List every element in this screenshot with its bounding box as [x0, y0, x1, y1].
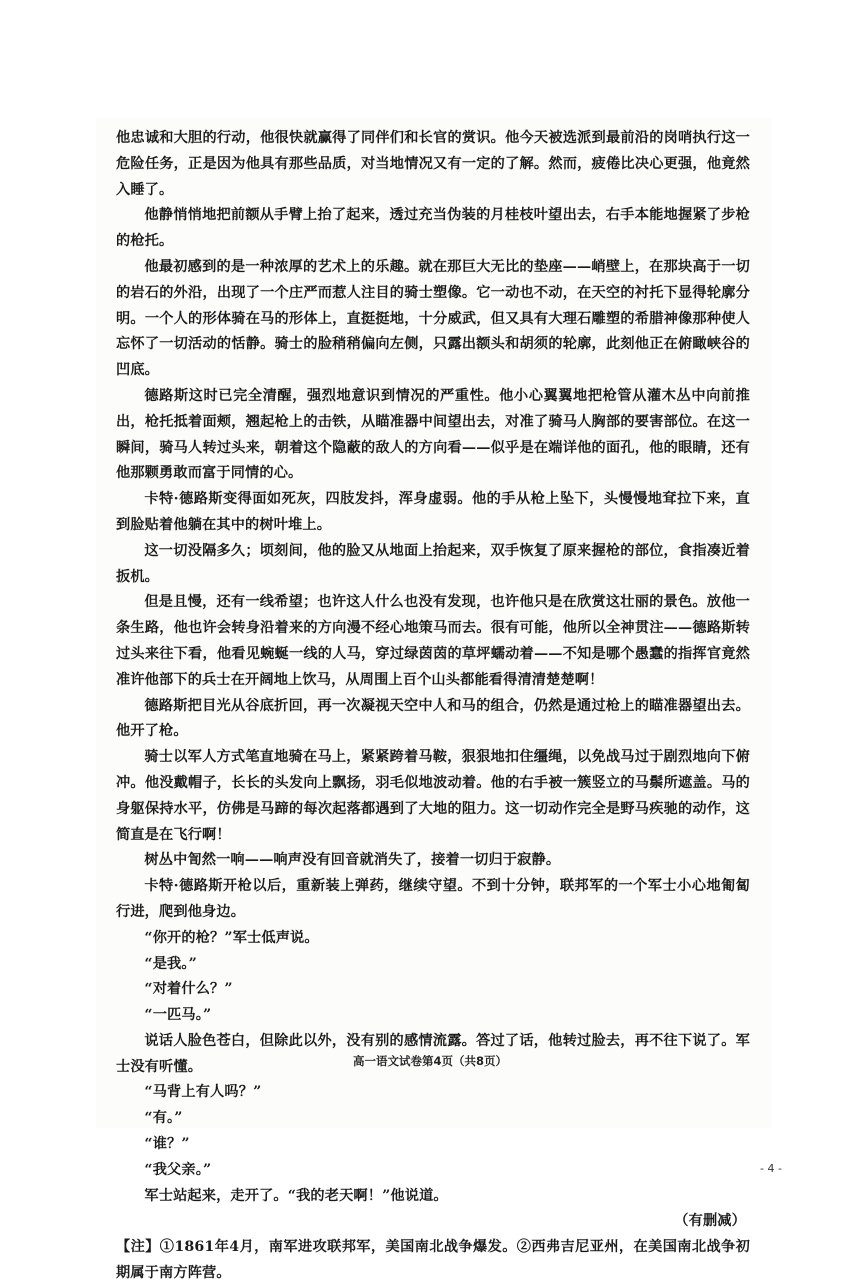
paragraph: 这一切没隔多久；顷刻间，他的脸又从地面上抬起来，双手恢复了原来握枪的部位，食指凑近着扳机。	[116, 542, 750, 585]
paragraph: 他静悄悄地把前额从手臂上抬了起来，透过充当伪装的月桂枝叶望出去，右手本能地握紧了步枪的枪托。	[116, 207, 750, 250]
paragraph: 他最初感到的是一种浓厚的艺术上的乐趣。就在那巨大无比的垫座——峭壁上，在那块高于一切的岩石的外沿，出现了一个庄严而惹人注目的骑士塑像。它一动也不动，在天空的衬托下显得轮廓分明。一个人的形体骑在马的形体上，直挺挺地，十分威武，但又具有大理石雕塑的希腊神像那种使人忘怀了一切活动的恬静。骑士的脸稍稍偏向左侧，只露出额头和胡须的轮廓，此刻他正在俯瞰峡谷的凹底。	[116, 258, 750, 379]
dialogue-line: “一匹马。”	[144, 1007, 212, 1024]
page-number: - 4 -	[760, 1162, 782, 1175]
paragraph: 卡特·德路斯变得面如死灰，四肢发抖，浑身虚弱。他的手从枪上坠下，头慢慢地耷拉下来，直到脸贴着他躺在其中的树叶堆上。	[116, 491, 750, 533]
dialogue-line: “是我。”	[144, 955, 197, 972]
paragraph: 但是且慢，还有一线希望；也许这人什么也没有发现，也许他只是在欣赏这壮丽的景色。放他一条生路，他也许会转身沿着来的方向漫不经心地策马而去。很有可能，他所以全神贯注——德路斯转过头来往下看，他看见蜿蜒一线的人马，穿过绿茵茵的草坪蠕动着——不知是哪个愚蠢的指挥官竟然准许他部下的兵士在开阔地上饮马，从周围上百个山头都能看得清清楚楚啊！	[116, 594, 750, 688]
dialogue-line: “谁？”	[144, 1136, 190, 1153]
paragraph: 德路斯这时已完全清醒，强烈地意识到情况的严重性。他小心翼翼地把枪管从灌木丛中向前推出，枪托抵着面颊，翘起枪上的击铁，从瞄准器中间望出去，对准了骑马人胸部的要害部位。在这一瞬间，骑马人转过头来，朝着这个隐蔽的敌人的方向看——似乎是在端详他的面孔，他的眼睛，还有他那颗勇敢而富于同情的心。	[116, 387, 750, 482]
paragraph: 他忠诚和大胆的行动，他很快就赢得了同伴们和长官的赏识。他今天被选派到最前沿的岗哨执行这一危险任务，正是因为他具有那些品质，对当地情况又有一定的了解。然而，疲倦比决心更强，他竟然入睡了。	[116, 130, 750, 198]
dialogue-line: “对着什么？”	[144, 981, 233, 998]
article-body	[116, 126, 750, 1287]
exam-footer: 高一语文试卷第4页（共8页）	[352, 1054, 507, 1068]
paragraph: 树丛中訇然一响——响声没有回音就消失了，接着一切归于寂静。	[144, 852, 561, 869]
dialogue-line: “有。”	[144, 1110, 183, 1127]
paragraph: 军士站起来，走开了。“我的老天啊！”他说道。	[144, 1187, 448, 1204]
paragraph: 德路斯把目光从谷底折回，再一次凝视天空中人和马的组合，仍然是通过枪上的瞄准器望出去。他开了枪。	[116, 697, 750, 740]
paragraph: 说话人脸色苍白，但除此以外，没有别的感情流露。答过了话，他转过脸去，再不往下说了。军士没有听懂。	[116, 1032, 750, 1075]
source-note: （有删减）	[674, 1213, 746, 1230]
dialogue-line: “马背上有人吗？”	[144, 1084, 262, 1101]
paragraph: 骑士以军人方式笔直地骑在马上，紧紧跨着马鞍，狠狠地扣住缰绳，以免战马过于剧烈地向下俯冲。他没戴帽子，长长的头发向上飘扬，羽毛似地波动着。他的右手被一簇竖立的马鬃所遮盖。马的身躯保持水平，仿佛是马蹄的每次起落都遇到了大地的阻力。这一切动作完全是野马疾驰的动作，这简直是在飞行啊！	[116, 749, 750, 843]
dialogue-line: “你开的枪？”军士低声说。	[144, 929, 319, 946]
paragraph: 卡特·德路斯开枪以后，重新装上弹药，继续守望。不到十分钟，联邦军的一个军士小心地匍匐行进，爬到他身边。	[116, 878, 750, 920]
annotation-note: 【注】①1861年4月，南军进攻联邦军，美国南北战争爆发。②西弗吉尼亚州，在美国南北战争初期属于南方阵营。	[116, 1239, 750, 1282]
dialogue-line: “我父亲。”	[144, 1161, 212, 1178]
